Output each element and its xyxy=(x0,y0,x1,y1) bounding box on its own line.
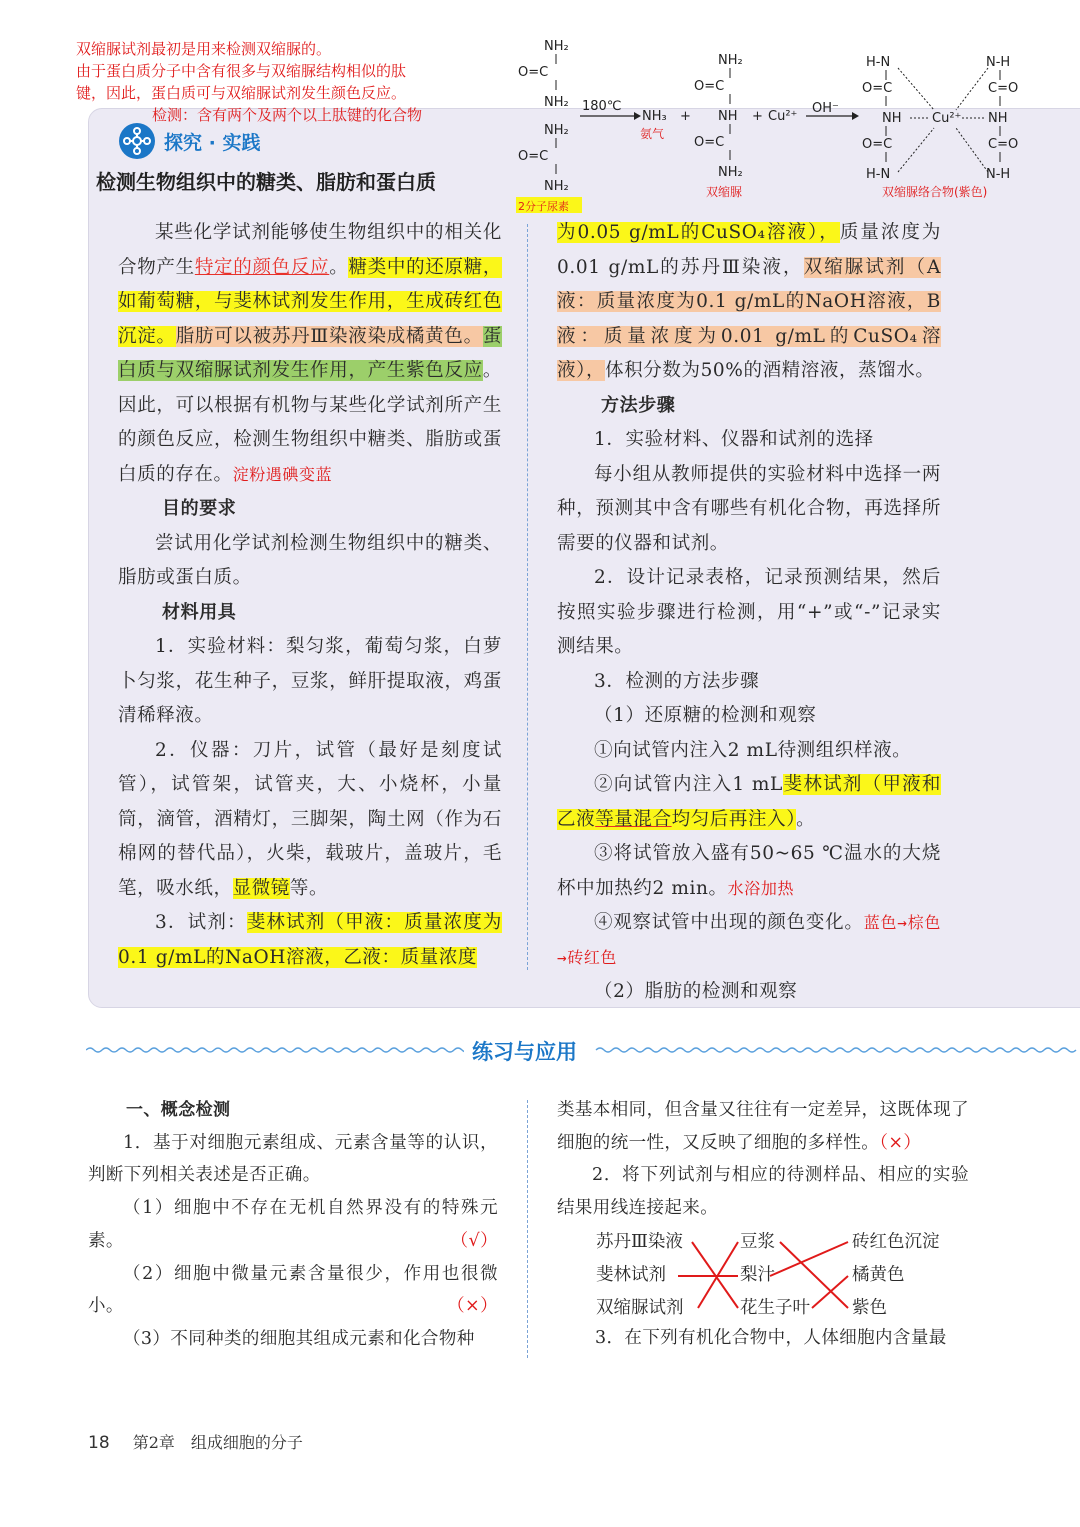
result-brick-red: 砖红色沉淀 xyxy=(852,1232,940,1252)
protein-sentence: 蛋白质与双缩脲试剂发生作用，产生紫色反应 xyxy=(118,325,502,381)
practice-left-column xyxy=(88,1094,498,1356)
complex-co-top: C=O xyxy=(988,81,1019,96)
sample-peanut: 花生子叶 xyxy=(740,1298,810,1318)
sample-pear: 梨汁 xyxy=(740,1265,775,1285)
question-2: 2．将下列试剂与相应的待测样品、相应的实验结果用线连接起来。 xyxy=(557,1165,969,1219)
step-3: 3．检测的方法步骤 xyxy=(594,670,760,692)
nh3-label: NH₃ xyxy=(642,109,667,124)
color-change-note: 蓝色→棕色→砖红色 xyxy=(557,913,941,967)
urea1-nh2-bottom: NH₂ xyxy=(544,95,569,110)
practice-right-column xyxy=(557,1094,969,1225)
reducing-sugar-sentence: 糖类中的还原糖，如葡萄糖，与斐林试剂发生作用，生成砖红色沉淀。 xyxy=(118,256,503,347)
goal-text: 尝试用化学试剂检测生物组织中的糖类、脂肪或蛋白质。 xyxy=(118,532,502,588)
substep-1: ①向试管内注入2 mL待测组织样液。 xyxy=(594,739,912,761)
heading-goal: 目的要求 xyxy=(162,498,237,519)
ammonia-label: 氨气 xyxy=(640,127,665,141)
reagents-continued: 为0.05 g/mL的CuSO₄溶液），质量浓度为0.01 g/mL的苏丹Ⅲ染液，双缩脲试剂（A液：质量浓度为0.1 g/mL的NaOH溶液，B液：质量浓度为0.01 g/mL的CuSO₄溶液），体积分数为50%的酒精溶液，蒸馏水。 xyxy=(557,222,942,381)
substep-2: ②向试管内注入1 mL斐林试剂（甲液和乙液等量混合均匀后再注入）。 xyxy=(557,774,941,830)
reagent-sudan: 苏丹Ⅲ染液 xyxy=(596,1232,683,1252)
biuret-reaction-diagram xyxy=(510,32,1050,217)
intro-paragraph: 某些化学试剂能够使生物组织中的相关化合物产生特定的颜色反应。糖类中的还原糖，如葡萄糖，与斐林试剂发生作用，生成砖红色沉淀。脂肪可以被苏丹Ⅲ染液染成橘黄色。蛋白质与双缩脲试剂发生作用，产生紫色反应。因此，可以根据有机物与某些化学试剂所产生的颜色反应，检测生物组织中糖类、脂肪或蛋白质的存在。淀粉遇碘变蓝 xyxy=(118,222,503,485)
complex-oc-bottom: O=C xyxy=(862,137,893,152)
complex-co-bottom: C=O xyxy=(988,137,1019,152)
complex-nh-right: NH xyxy=(988,111,1008,126)
section-title: 检测生物组织中的糖类、脂肪和蛋白质 xyxy=(96,170,436,194)
substep-4: ④观察试管中出现的颜色变化。蓝色→棕色→砖红色 xyxy=(557,912,941,967)
explore-left-column xyxy=(118,216,502,975)
question-1-3: （3）不同种类的细胞其组成元素和化合物种 xyxy=(123,1328,475,1349)
heading-method: 方法步骤 xyxy=(601,394,676,416)
question-1: 1．基于对细胞元素组成、元素含量等的认识，判断下列相关表述是否正确。 xyxy=(88,1132,498,1186)
concept-check-heading: 一、概念检测 xyxy=(126,1100,231,1120)
step-3-2: （2）脂肪的检测和观察 xyxy=(594,981,798,1002)
step-2: 2．设计记录表格，记录预测结果，然后按照实验步骤进行检测，用“+”或“-”记录实测结果。 xyxy=(557,567,941,657)
complex-hn-top: H-N xyxy=(866,55,891,70)
molecule-icon xyxy=(118,122,156,160)
reagent-biuret: 双缩脲试剂 xyxy=(596,1298,684,1318)
urea1-nh2-top: NH₂ xyxy=(544,39,569,54)
biuret-oc-bottom: O=C xyxy=(694,135,725,150)
biuret-nh2-bottom: NH₂ xyxy=(718,165,743,180)
substep-3: ③将试管放入盛有50~65 ℃温水的大烧杯中加热约2 min。水浴加热 xyxy=(557,843,941,899)
urea1-oc: O=C xyxy=(518,65,549,80)
materials-3: 3．试剂：斐林试剂（甲液：质量浓度为0.1 g/mL的NaOH溶液，乙液：质量浓度 xyxy=(118,912,502,968)
question-1-2: （2）细胞中微量元素含量很少，作用也很微小。 （×） xyxy=(88,1258,498,1323)
biuret-nh: NH xyxy=(718,109,738,124)
biuret-label: 双缩脲 xyxy=(706,185,743,199)
explore-header xyxy=(118,122,260,160)
note-line-1: 双缩脲试剂最初是用来检测双缩脲的。 xyxy=(76,40,332,58)
fat-sentence: 脂肪可以被苏丹Ⅲ染液染成橘黄色。 xyxy=(175,325,483,347)
practice-title: 练习与应用 xyxy=(464,1036,585,1066)
complex-nh-left: NH xyxy=(882,111,902,126)
column-divider xyxy=(527,224,528,970)
complex-label: 双缩脲络合物(紫色) xyxy=(882,185,988,199)
answer-wrong-2: （×） xyxy=(447,1296,498,1317)
urea-label: 2分子尿素 xyxy=(518,200,569,213)
page-footer xyxy=(88,1430,303,1453)
materials-2: 2．仪器：刀片，试管（最好是刻度试管），试管架，试管夹，大、小烧杯，小量筒，滴管，酒精灯，三脚架，陶土网（作为石棉网的替代品），火柴，载玻片，盖玻片，毛笔，吸水纸，显微镜等。 xyxy=(118,739,502,899)
biuret-oc-top: O=C xyxy=(694,79,725,94)
answer-correct-1: （√） xyxy=(450,1230,498,1251)
sample-soymilk: 豆浆 xyxy=(740,1232,775,1252)
materials-1: 1．实验材料：梨匀浆，葡萄匀浆，白萝卜匀浆，花生种子，豆浆，鲜肝提取液，鸡蛋清稀释液。 xyxy=(118,636,502,726)
urea2-oc: O=C xyxy=(518,149,549,164)
specific-color-reaction: 特定的颜色反应 xyxy=(194,256,330,278)
complex-cu: Cu²⁺ xyxy=(932,111,962,126)
complex-hn-bottom: H-N xyxy=(866,167,891,182)
complex-nh-top-right: N-H xyxy=(986,55,1011,70)
question-1-3-continued: 类基本相同，但含量又往往有一定差异，这既体现了细胞的统一性，又反映了细胞的多样性。（×） xyxy=(557,1100,969,1153)
answer-wrong-3: （×） xyxy=(879,1132,922,1153)
starch-note: 淀粉遇碘变蓝 xyxy=(232,464,333,484)
step-3-1: （1）还原糖的检测和观察 xyxy=(594,705,817,726)
page-number: 18 xyxy=(88,1433,110,1453)
temp-label: 180℃ xyxy=(582,99,622,114)
urea2-nh2-bottom: NH₂ xyxy=(544,179,569,194)
step-1-text: 每小组从教师提供的实验材料中选择一两种，预测其中含有哪些有机化合物，再选择所需要的仪器和试剂。 xyxy=(557,463,941,554)
explore-right-column xyxy=(557,216,941,1010)
plus-1: + xyxy=(680,109,691,124)
step-1: 1．实验材料、仪器和试剂的选择 xyxy=(594,429,874,450)
handwritten-note-detect: 检测：含有两个及两个以上肽键的化合物 xyxy=(152,106,423,124)
reagent-fehling: 斐林试剂 xyxy=(596,1265,666,1285)
note-line-2: 由于蛋白质分子中含有很多与双缩脲结构相似的肽 xyxy=(76,62,407,80)
microscope: 显微镜 xyxy=(232,877,290,899)
fehling-reagent: 斐林试剂（甲液：质量浓度为0.1 g/mL的NaOH溶液，乙液：质量浓度 xyxy=(118,912,502,968)
heading-materials: 材料用具 xyxy=(162,601,237,623)
plus-2: + xyxy=(752,109,763,124)
note-line-3: 键，因此，蛋白质可与双缩脲试剂发生颜色反应。 xyxy=(76,84,407,102)
chapter-title: 第2章 组成细胞的分子 xyxy=(132,1433,303,1452)
biuret-nh2-top: NH₂ xyxy=(718,53,743,68)
practice-column-divider xyxy=(527,1100,528,1358)
cu-ion: Cu²⁺ xyxy=(768,109,798,124)
question-3: 3．在下列有机化合物中，人体细胞内含量最 xyxy=(595,1328,947,1348)
urea2-nh2-top: NH₂ xyxy=(544,123,569,138)
oh-label: OH⁻ xyxy=(812,101,839,116)
matching-exercise xyxy=(590,1226,970,1326)
equal-mix: 等量混合 xyxy=(595,808,672,830)
result-orange: 橘黄色 xyxy=(852,1265,905,1285)
water-bath-note: 水浴加热 xyxy=(727,878,795,898)
complex-nh-bottom-right: N-H xyxy=(986,167,1011,182)
biuret-reagent: 双缩脲试剂（A液：质量浓度为0.1 g/mL的NaOH溶液，B液：质量浓度为0.01 g/mL的CuSO₄溶液）， xyxy=(557,256,942,381)
complex-oc-top: O=C xyxy=(862,81,893,96)
result-purple: 紫色 xyxy=(852,1298,887,1318)
question-1-1: （1）细胞中不存在无机自然界没有的特殊元素。 （√） xyxy=(88,1192,498,1257)
explore-label: 探究 · 实践 xyxy=(164,131,261,154)
handwritten-note-biuret xyxy=(76,38,516,104)
